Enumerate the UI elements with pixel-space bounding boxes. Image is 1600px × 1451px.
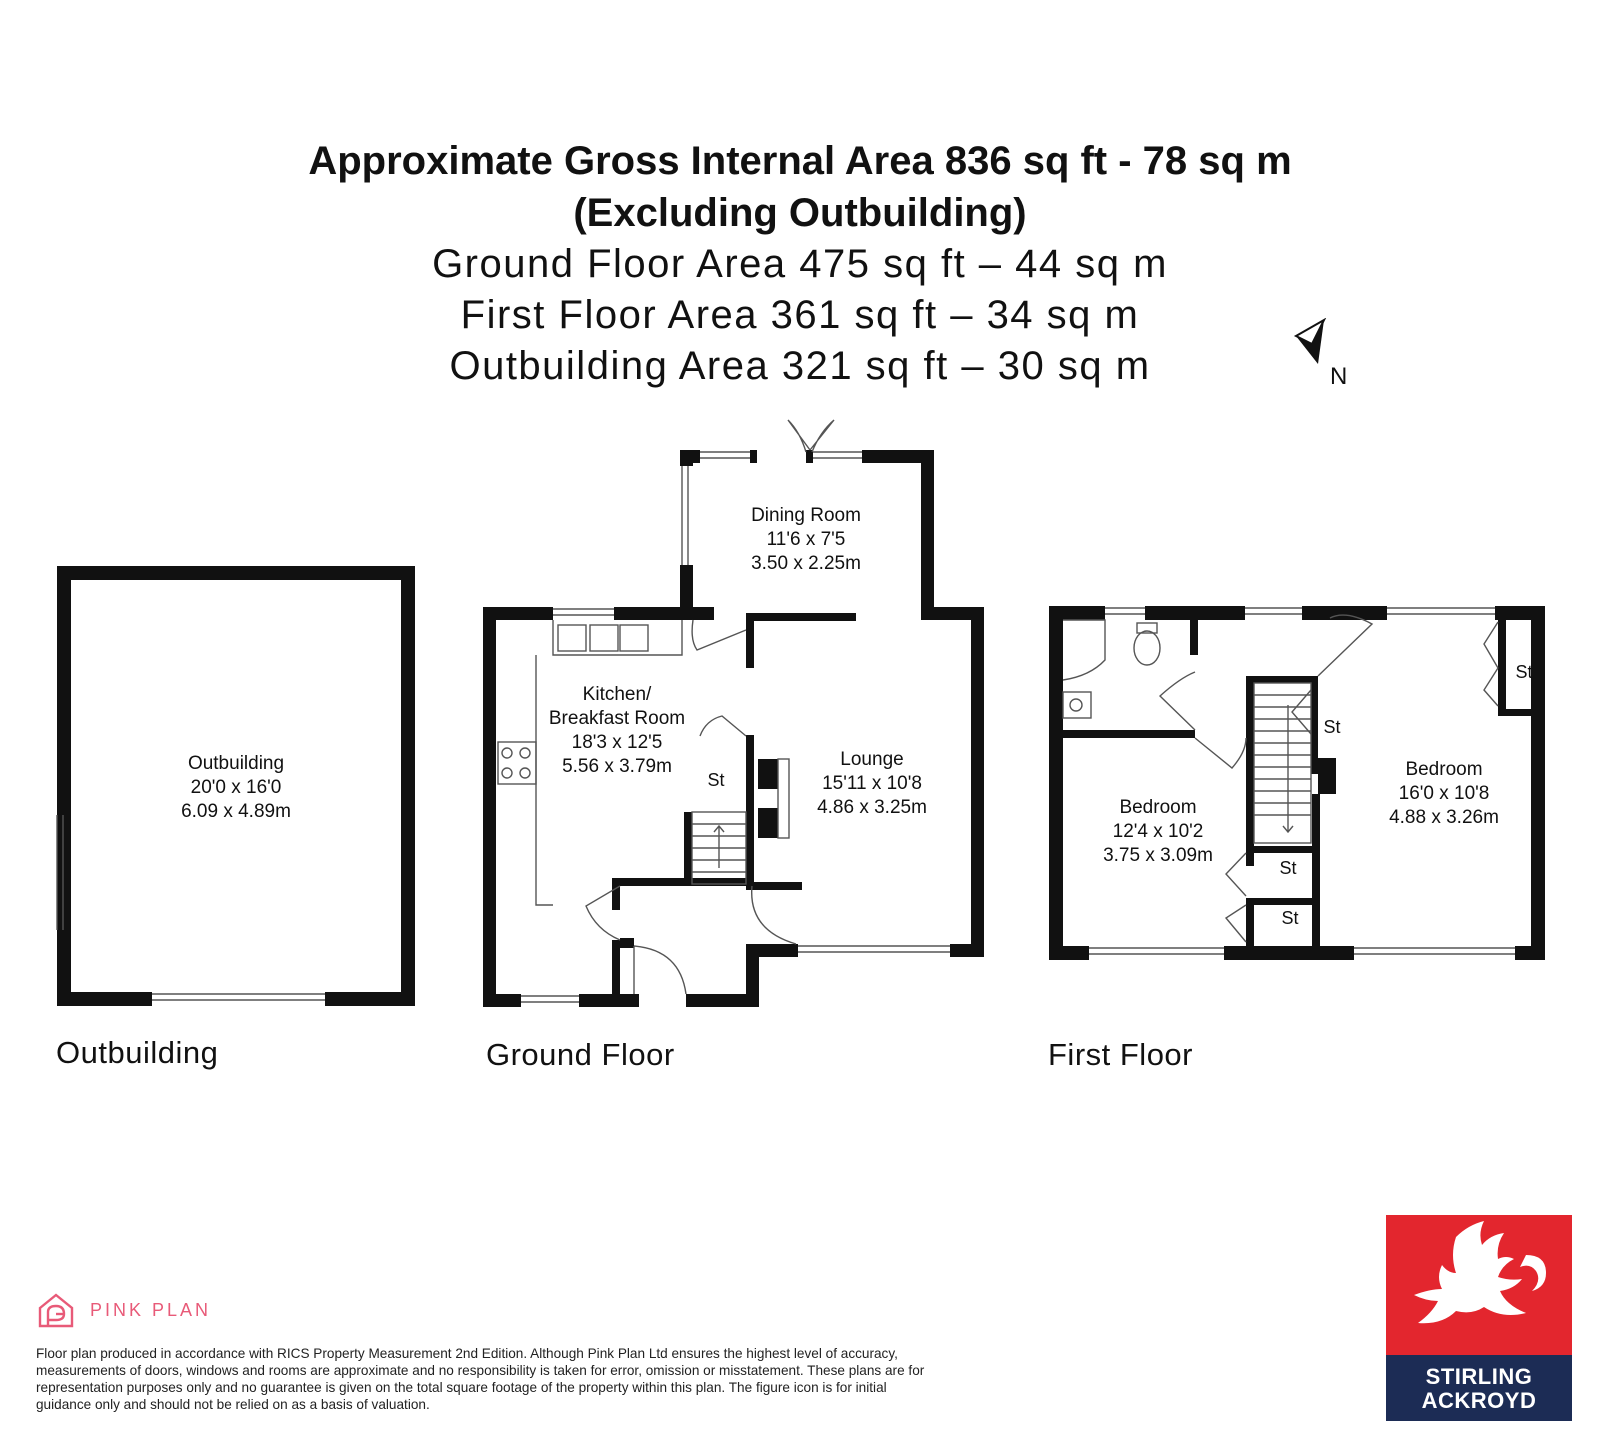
first-floor-area: First Floor Area 361 sq ft – 34 sq m [460, 293, 1140, 337]
kitchen-imperial: 18'3 x 12'5 [571, 732, 663, 753]
kitchen-metric: 5.56 x 3.79m [562, 756, 672, 777]
disclaimer-text: Floor plan produced in accordance with RICS Property Measurement 2nd Edition. Although Pink Plan Ltd ensures the highest level of accuracy, measurements of doors, windows and rooms are approximate and no responsibility is taken for error, omission or misstatement. These plans are for representation purposes only and no guarantee is given on the total square footage of the property within this plan. The figure icon is for initial guidance only and should not be relied on as a basis of valuation. [36, 1346, 925, 1412]
logo-navy-panel [1386, 1355, 1572, 1421]
griffin-icon [1386, 1215, 1572, 1355]
storage-label: St [1515, 662, 1533, 682]
lounge-metric: 4.86 x 3.25m [817, 797, 927, 818]
door-swings [586, 420, 1498, 994]
ground-floor-title: Ground Floor [486, 1037, 675, 1072]
bathroom-fittings [1063, 620, 1160, 718]
ground-floor-area: Ground Floor Area 475 sq ft – 44 sq m [432, 242, 1168, 286]
storage-label: St [1279, 858, 1297, 878]
logo-text-line2: ACKROYD [1421, 1388, 1537, 1413]
bedroom-left-metric: 3.75 x 3.09m [1103, 845, 1213, 866]
bedroom-left-name: Bedroom [1119, 797, 1197, 818]
kitchen-name-line1: Kitchen/ [582, 684, 652, 705]
excluding-outbuilding-note: (Excluding Outbuilding) [573, 191, 1027, 235]
bedroom-left-imperial: 12'4 x 10'2 [1112, 821, 1204, 842]
storage-label: St [1323, 717, 1341, 737]
gross-area-title: Approximate Gross Internal Area 836 sq ft - 78 sq m [308, 139, 1292, 183]
first-floor-title: First Floor [1048, 1037, 1193, 1072]
pink-plan-logo-icon [36, 1290, 76, 1330]
pink-plan-brand [36, 1290, 211, 1330]
stirling-ackroyd-logo [1386, 1215, 1572, 1421]
storage-label: St [1281, 908, 1299, 928]
storage-label: St [707, 770, 725, 790]
lounge-imperial: 15'11 x 10'8 [822, 773, 922, 794]
dining-room-imperial: 11'6 x 7'5 [766, 529, 846, 550]
kitchen-name-line2: Breakfast Room [548, 708, 686, 729]
bedroom-right-metric: 4.88 x 3.26m [1389, 807, 1499, 828]
outbuilding-floor-title: Outbuilding [56, 1035, 219, 1070]
outbuilding-room-imperial: 20'0 x 16'0 [190, 777, 282, 798]
outbuilding-room-metric: 6.09 x 4.89m [181, 801, 291, 822]
outbuilding-area: Outbuilding Area 321 sq ft – 30 sq m [449, 344, 1151, 388]
dining-room-name: Dining Room [751, 505, 861, 526]
lounge-name: Lounge [840, 749, 904, 770]
fireplace [778, 759, 789, 838]
logo-text-line1: STIRLING [1425, 1364, 1533, 1389]
staircase-first [1254, 683, 1311, 843]
pink-plan-name: PINK PLAN [90, 1299, 212, 1320]
compass-n-label: N [1330, 363, 1348, 390]
bedroom-right-name: Bedroom [1405, 759, 1483, 780]
staircase-ground [692, 812, 746, 884]
bedroom-right-imperial: 16'0 x 10'8 [1398, 783, 1490, 804]
dining-room-metric: 3.50 x 2.25m [751, 553, 861, 574]
logo-red-panel [1386, 1215, 1572, 1355]
outbuilding-room-name: Outbuilding [187, 753, 285, 774]
